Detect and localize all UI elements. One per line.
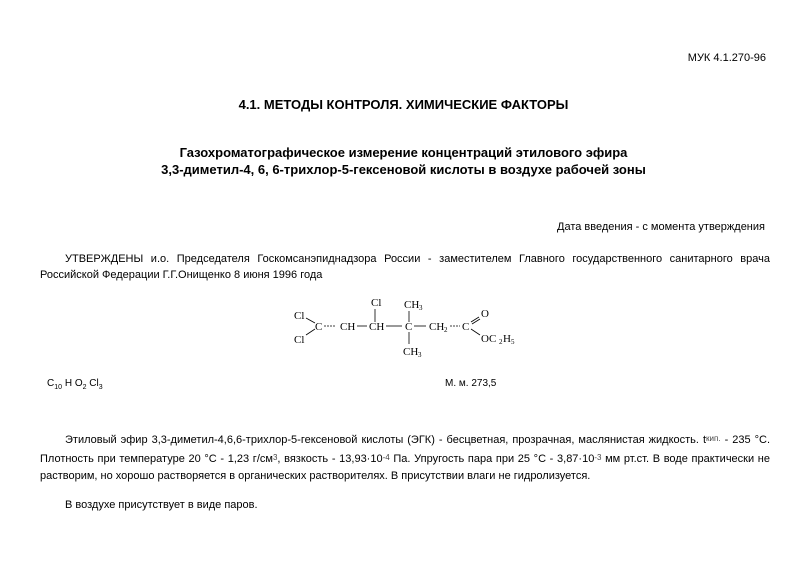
struct-oc2h5: OC bbox=[481, 333, 497, 345]
boiling-temp-symbol: $t_{кип.}$ bbox=[702, 434, 721, 446]
title-line-1: Газохроматографическое измерение концентраций этилового эфира bbox=[179, 145, 628, 160]
struct-ch3-bottom-sub: 3 bbox=[418, 351, 422, 359]
struct-o-double: O bbox=[481, 308, 489, 320]
approval-paragraph bbox=[40, 251, 770, 283]
struct-cl-left-bottom: Cl bbox=[294, 334, 305, 346]
bond-c-o-2 bbox=[472, 319, 480, 324]
struct-cl-left-top: Cl bbox=[294, 310, 305, 322]
struct-c-quat: C bbox=[405, 321, 413, 333]
title-line-2: 3,3-диметил-4, 6, 6-трихлор-5-гексеновой кислоты в воздухе рабочей зоны bbox=[161, 162, 646, 177]
bond-c-o-1 bbox=[471, 317, 479, 322]
document-code: МУК 4.1.270-96 bbox=[687, 52, 766, 64]
air-presence-note: В воздухе присутствует в виде паров. bbox=[65, 499, 258, 511]
bond-c-oc2h5 bbox=[471, 329, 480, 335]
struct-c-ester: C bbox=[462, 321, 470, 333]
struct-c1: C bbox=[315, 321, 323, 333]
struct-ch3-top: CH bbox=[404, 299, 420, 311]
struct-ch3-top-sub: 3 bbox=[419, 304, 423, 312]
struct-ch2-sub: 2 bbox=[444, 326, 448, 334]
approval-lead: УТВЕРЖДЕНЫ bbox=[65, 253, 144, 265]
structural-formula bbox=[286, 292, 526, 364]
section-title: 4.1. МЕТОДЫ КОНТРОЛЯ. ХИМИЧЕСКИЕ ФАКТОРЫ bbox=[238, 97, 569, 112]
empirical-formula: $C_{10}$ H $O_2$ $Cl_3$ bbox=[47, 378, 103, 391]
struct-ch2: CH bbox=[429, 321, 445, 333]
description-paragraph: Этиловый эфир 3,3-диметил-4,6,6-трихлор-5-гексеновой кислоты (ЭГК) - бесцветная, прозрачная, маслянистая жидкость. $t_{кип.} - 235$ °С. Плотность при температуре 20 °С - 1,23 $г/см^3$, вязкость - $13,93\cdot 10^{-4}$ Па. Упругость пара при 25 $^\circ С - 3,87\cdot 10^{-3}$ мм рт.ст. В воде практически не растворим, но хорошо растворяется в органических растворителях. В присутствии влаги не гидролизуется. bbox=[40, 434, 771, 482]
struct-oc2h5-mid: H bbox=[503, 333, 511, 345]
struct-oc2h5-sub2: 5 bbox=[511, 338, 515, 346]
struct-oc2h5-sub1: 2 bbox=[499, 338, 503, 346]
approval-text: и.о. Председателя Госкомсанэпиднадзора России - заместителем Главного государственного санитарного врача Российской Федерации Г.Г.Онищенко 8 июня 1996 года bbox=[40, 253, 770, 281]
bond-cl-c1-bottom bbox=[306, 329, 315, 335]
struct-ch-1: CH bbox=[340, 321, 356, 333]
struct-ch3-bottom: CH bbox=[403, 346, 419, 358]
struct-ch-2: CH bbox=[369, 321, 385, 333]
introduction-date: Дата введения - с момента утверждения bbox=[557, 221, 765, 233]
molar-mass: М. м. 273,5 bbox=[445, 378, 497, 389]
bond-cl-c1-top bbox=[306, 318, 315, 323]
document-title bbox=[0, 144, 807, 178]
struct-cl-top: Cl bbox=[371, 297, 382, 309]
